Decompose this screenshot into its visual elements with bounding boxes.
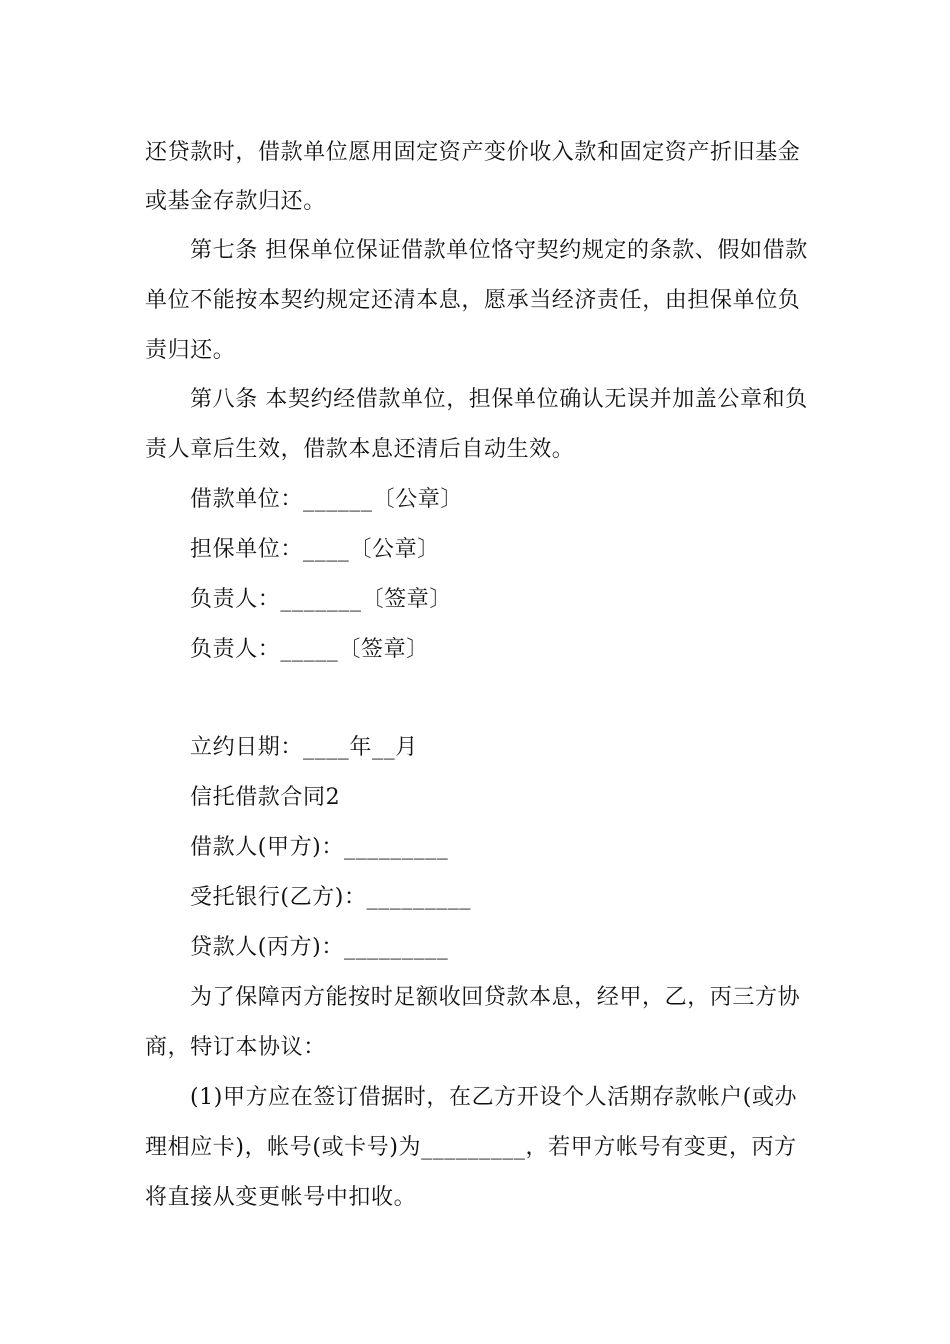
text-line: 单位不能按本契约规定还清本息，愿承当经济责任，由担保单位负 [145,288,801,313]
guarantor-unit-signature-line: 担保单位：____〔公章〕 [190,537,440,562]
party-b-line: 受托银行(乙方)：_________ [190,885,471,910]
party-a-line: 借款人(甲方)：_________ [190,835,449,860]
clause-seven-heading: 第七条 担保单位保证借款单位恪守契约规定的条款、假如借款 [190,238,808,263]
borrower-unit-signature-line: 借款单位：______〔公章〕 [190,487,464,512]
party-c-line: 贷款人(丙方)：_________ [190,935,449,960]
text-line: 将直接从变更帐号中扣收。 [145,1185,417,1210]
preamble-paragraph: 为了保障丙方能按时足额收回贷款本息，经甲，乙，丙三方协 [190,985,801,1010]
text-line: 商，特订本协议： [145,1035,326,1060]
text-line: 责归还。 [145,338,236,363]
clause-one-paragraph: (1)甲方应在签订借据时，在乙方开设个人活期存款帐户(或办 [190,1085,798,1110]
responsible-person-signature-line: 负责人：_______〔签章〕 [190,587,453,612]
text-line: 还贷款时，借款单位愿用固定资产变价收入款和固定资产折旧基金 [145,140,801,165]
contract-date-line: 立约日期：____年__月 [190,735,418,760]
contract-title: 信托借款合同2 [190,785,341,810]
text-line: 或基金存款归还。 [145,189,326,214]
clause-eight-heading: 第八条 本契约经借款单位，担保单位确认无误并加盖公章和负 [190,387,808,412]
text-line: 理相应卡)，帐号(或卡号)为_________，若甲方帐号有变更，丙方 [145,1135,797,1160]
responsible-person-signature-line: 负责人：_____〔签章〕 [190,637,429,662]
text-line: 责人章后生效，借款本息还清后自动生效。 [145,437,575,462]
